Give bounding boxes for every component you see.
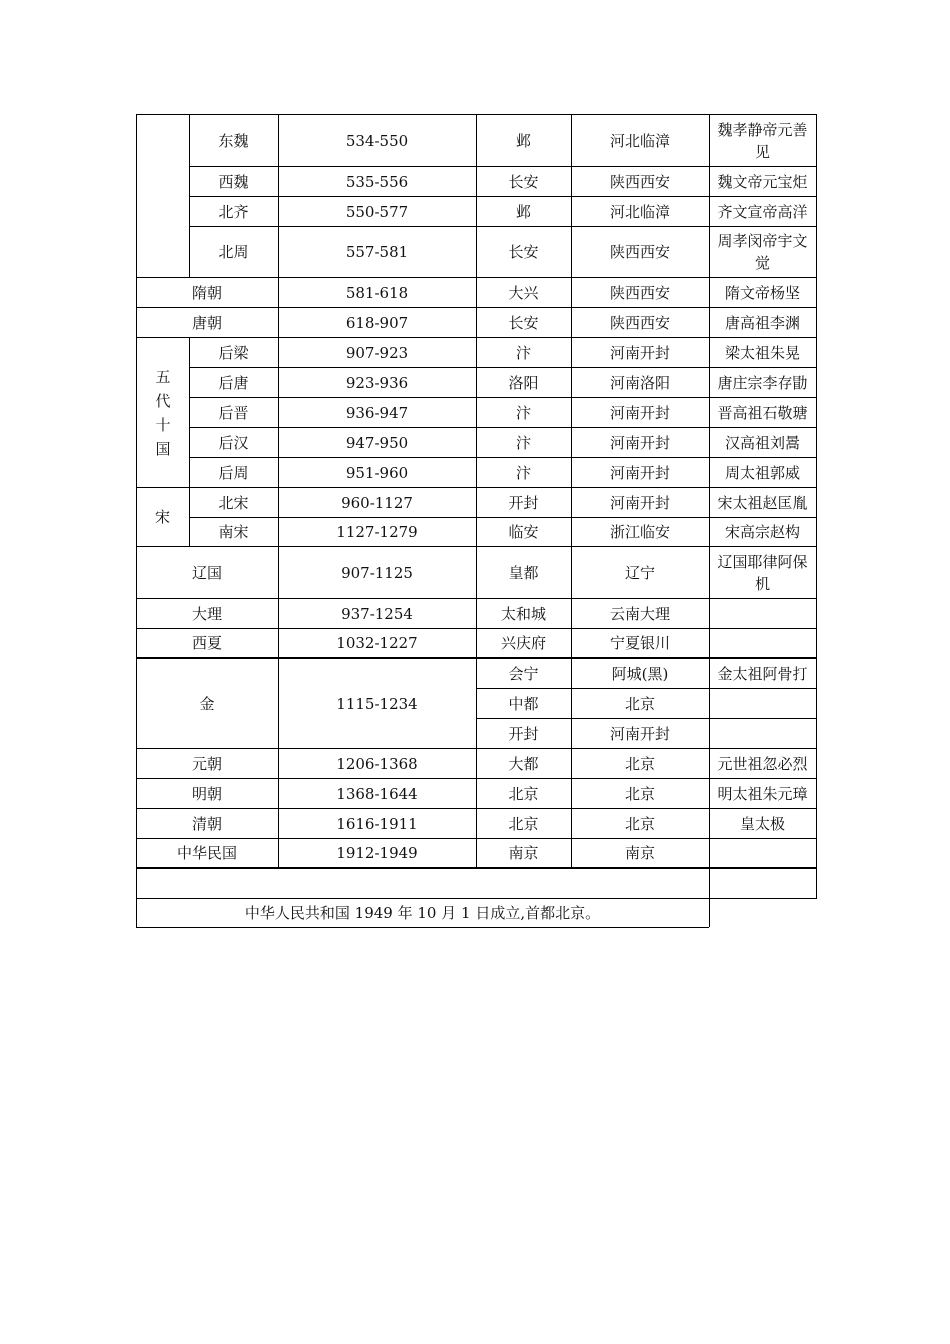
group-label-song: 宋 xyxy=(154,508,170,526)
dynasty-capital: 汴 xyxy=(515,343,531,362)
dynasty-name: 中华民国 xyxy=(176,844,237,862)
dynasty-founder: 齐文宣帝高洋 xyxy=(717,202,808,221)
dynasty-capital: 南京 xyxy=(508,844,539,862)
capital-location: 宁夏银川 xyxy=(609,634,670,652)
capital-location: 河南开封 xyxy=(609,493,670,512)
dynasty-years: 535-556 xyxy=(345,172,409,191)
dynasty-name: 隋朝 xyxy=(191,283,222,302)
dynasty-name: 金 xyxy=(199,694,215,713)
dynasty-capital: 中都 xyxy=(508,694,539,713)
capital-location: 浙江临安 xyxy=(609,523,670,541)
dynasty-name: 东魏 xyxy=(218,131,249,150)
dynasty-capital: 洛阳 xyxy=(508,373,539,392)
dynasty-years: 1616-1911 xyxy=(336,814,418,833)
capital-location: 陕西西安 xyxy=(609,313,670,332)
dynasty-years: 1127-1279 xyxy=(336,523,418,541)
dynasty-founder xyxy=(709,689,816,718)
capital-location: 阿城(黑) xyxy=(611,664,669,683)
group-label-five-dynasties: 五 代 十 国 xyxy=(155,367,171,458)
dynasty-name: 清朝 xyxy=(191,814,222,833)
dynasty-founder: 魏孝静帝元善见 xyxy=(717,120,808,161)
dynasty-years: 534-550 xyxy=(345,131,409,150)
dynasty-capital: 汴 xyxy=(515,403,531,422)
dynasty-founder: 汉高祖刘暠 xyxy=(724,433,800,452)
dynasty-years: 1912-1949 xyxy=(336,844,418,862)
dynasty-name: 北宋 xyxy=(218,493,249,512)
dynasty-capital: 北京 xyxy=(508,784,539,803)
capital-location: 河北临漳 xyxy=(609,202,670,221)
capital-location: 北京 xyxy=(624,694,655,713)
dynasty-founder xyxy=(709,839,816,867)
capital-location: 河南开封 xyxy=(609,343,670,362)
dynasty-capital: 邺 xyxy=(515,131,531,150)
dynasty-capital: 会宁 xyxy=(508,664,539,683)
dynasty-capital: 临安 xyxy=(508,523,539,541)
dynasty-founder: 明太祖朱元璋 xyxy=(717,784,808,803)
dynasty-name: 后唐 xyxy=(218,373,249,392)
dynasty-capital: 太和城 xyxy=(500,604,546,623)
dynasty-founder: 隋文帝杨坚 xyxy=(724,283,800,302)
dynasty-capital: 开封 xyxy=(508,493,539,512)
capital-location: 陕西西安 xyxy=(609,283,670,302)
dynasty-capital: 北京 xyxy=(508,814,539,833)
dynasty-name: 明朝 xyxy=(191,784,222,803)
dynasty-years: 923-936 xyxy=(345,373,409,392)
dynasty-years: 618-907 xyxy=(345,313,409,332)
dynasty-years: 947-950 xyxy=(345,433,409,452)
dynasty-founder xyxy=(709,599,816,628)
dynasty-capital: 汴 xyxy=(515,433,531,452)
capital-location: 云南大理 xyxy=(609,604,670,623)
dynasty-founder: 宋太祖赵匡胤 xyxy=(717,493,808,512)
capital-location: 北京 xyxy=(624,814,655,833)
dynasty-founder: 梁太祖朱晃 xyxy=(724,343,800,362)
dynasty-years: 1115-1234 xyxy=(336,694,418,713)
dynasty-years: 951-960 xyxy=(345,463,409,482)
dynasty-years: 1368-1644 xyxy=(336,784,418,803)
dynasty-name: 后梁 xyxy=(218,343,249,362)
dynasty-name: 北齐 xyxy=(218,202,249,221)
dynasty-years: 907-923 xyxy=(345,343,409,362)
dynasty-name: 辽国 xyxy=(191,563,222,582)
dynasty-capital: 邺 xyxy=(515,202,531,221)
capital-location: 辽宁 xyxy=(624,563,655,582)
capital-location: 河南洛阳 xyxy=(609,373,670,392)
dynasty-capital: 长安 xyxy=(508,243,539,261)
capital-location: 南京 xyxy=(624,844,655,862)
capital-location: 陕西西安 xyxy=(609,172,670,191)
dynasty-name: 唐朝 xyxy=(191,313,222,332)
dynasty-founder: 元世祖忽必烈 xyxy=(717,754,808,773)
dynasty-years: 1206-1368 xyxy=(336,754,418,773)
dynasty-founder: 金太祖阿骨打 xyxy=(717,664,808,683)
dynasty-years: 550-577 xyxy=(345,202,409,221)
dynasty-years: 581-618 xyxy=(345,283,409,302)
dynasty-capital: 开封 xyxy=(508,724,539,743)
dynasty-capital: 兴庆府 xyxy=(500,634,546,652)
dynasty-name: 西夏 xyxy=(191,634,222,652)
dynasty-name: 北周 xyxy=(218,243,249,261)
dynasty-founder: 唐庄宗李存勖 xyxy=(717,373,808,392)
dynasty-founder: 唐高祖李渊 xyxy=(724,313,800,332)
dynasty-name: 大理 xyxy=(191,604,222,623)
dynasty-founder: 周孝闵帝宇文觉 xyxy=(717,232,808,272)
capital-location: 河北临漳 xyxy=(609,131,670,150)
dynasty-name: 后晋 xyxy=(218,403,249,422)
dynasty-years: 557-581 xyxy=(345,243,409,261)
dynasty-founder xyxy=(709,719,816,748)
dynasty-years: 1032-1227 xyxy=(336,634,418,652)
capital-location: 河南开封 xyxy=(609,463,670,482)
dynasty-years: 907-1125 xyxy=(341,563,413,582)
dynasty-capital: 皇都 xyxy=(508,563,539,582)
footnote: 中华人民共和国 1949 年 10 月 1 日成立,首都北京。 xyxy=(244,904,601,922)
dynasty-capital: 汴 xyxy=(515,463,531,482)
capital-location: 北京 xyxy=(624,784,655,803)
dynasty-name: 西魏 xyxy=(218,172,249,191)
dynasty-years: 937-1254 xyxy=(341,604,413,623)
dynasty-years: 936-947 xyxy=(345,403,409,422)
dynasty-name: 后汉 xyxy=(218,433,249,452)
dynasty-founder: 皇太极 xyxy=(739,814,785,833)
capital-location: 河南开封 xyxy=(609,433,670,452)
dynasty-name: 元朝 xyxy=(191,754,222,773)
dynasty-capital: 大都 xyxy=(508,754,539,773)
capital-location: 河南开封 xyxy=(609,724,670,743)
dynasty-capital: 长安 xyxy=(508,172,539,191)
dynasty-founder: 周太祖郭威 xyxy=(724,463,800,482)
dynasty-founder: 宋高宗赵构 xyxy=(724,523,800,541)
dynasty-founder: 晋高祖石敬瑭 xyxy=(717,403,808,422)
capital-location: 河南开封 xyxy=(609,403,670,422)
dynasty-name: 后周 xyxy=(218,463,249,482)
dynasty-founder: 魏文帝元宝炬 xyxy=(717,172,808,191)
dynasty-name: 南宋 xyxy=(218,523,249,541)
dynasty-years: 960-1127 xyxy=(341,493,413,512)
dynasty-capital: 大兴 xyxy=(508,283,539,302)
capital-location: 陕西西安 xyxy=(609,243,670,261)
dynasty-capital: 长安 xyxy=(508,313,539,332)
dynasty-founder xyxy=(709,629,816,657)
dynasty-founder: 辽国耶律阿保机 xyxy=(717,552,808,593)
capital-location: 北京 xyxy=(624,754,655,773)
